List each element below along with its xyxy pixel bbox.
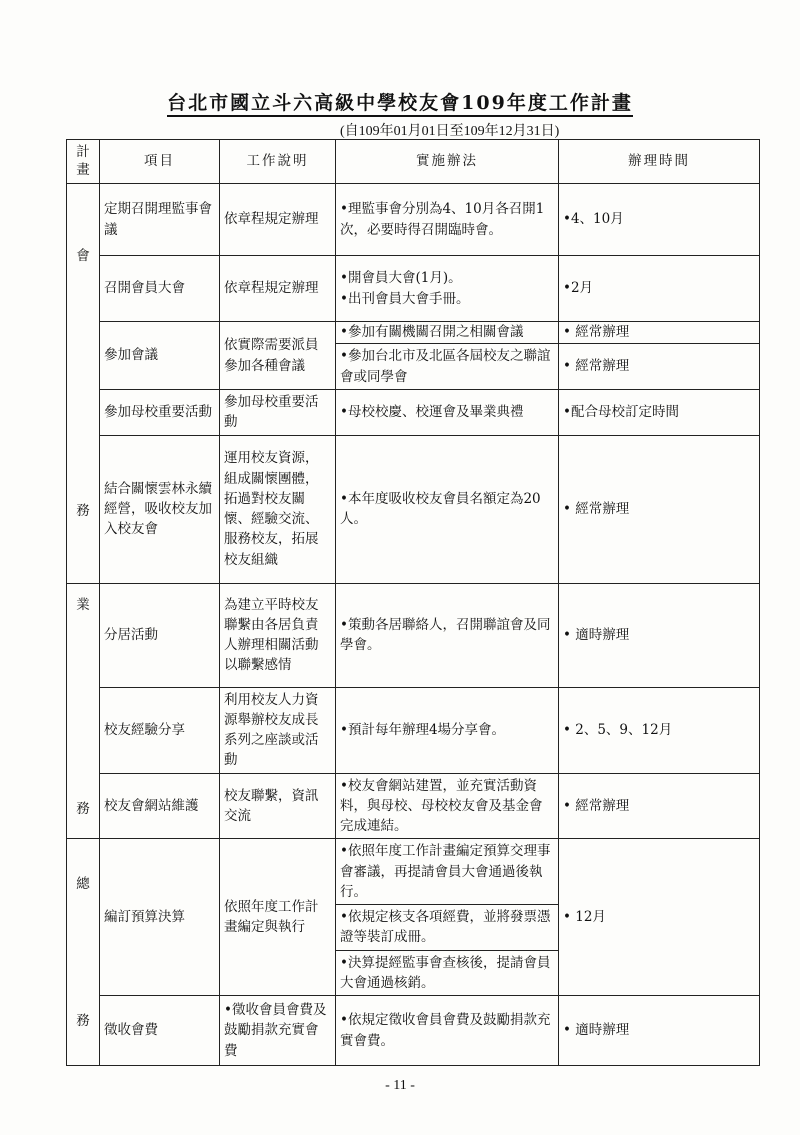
- time-cell: •2月: [559, 256, 760, 322]
- plan-cell-hui-wu: [67, 184, 100, 584]
- description-cell: 依章程規定辦理: [220, 184, 336, 256]
- item-cell: 校友會網站維護: [100, 773, 220, 839]
- method-cell: •依照年度工作計畫編定預算交理事會審議，再提請會員大會通過後執行。: [336, 839, 559, 905]
- item-cell: 分居活動: [100, 583, 220, 687]
- method-cell: •決算提經監事會查核後，提請會員大會通過核銷。: [336, 950, 559, 996]
- table-row: [67, 390, 760, 436]
- table-row: [67, 322, 760, 344]
- table-row: [67, 996, 760, 1066]
- header-method: 實施辦法: [336, 140, 559, 184]
- description-cell: 依實際需要派員參加各種會議: [220, 322, 336, 390]
- time-cell: • 12月: [559, 839, 760, 996]
- description-cell: 參加母校重要活動: [220, 390, 336, 436]
- plan-char: 總: [76, 875, 90, 892]
- item-cell: 校友經驗分享: [100, 687, 220, 773]
- method-line: •開會員大會(1月)。: [340, 270, 462, 287]
- header-time: 辦理時間: [559, 140, 760, 184]
- time-cell: •4、10月: [559, 184, 760, 256]
- description-cell: 依章程規定辦理: [220, 256, 336, 322]
- description-cell: 為建立平時校友聯繫由各居負責人辦理相關活動以聯繫感情: [220, 583, 336, 687]
- method-cell: •依規定核支各項經費，並將發票憑證等裝訂成冊。: [336, 905, 559, 951]
- table-row: [67, 839, 760, 905]
- method-line: •出刊會員大會手冊。: [340, 290, 470, 307]
- plan-char: 務: [76, 800, 90, 817]
- description-cell: 校友聯繫，資訊交流: [220, 773, 336, 839]
- description-cell: 依照年度工作計畫編定與執行: [220, 839, 336, 996]
- item-cell: 徵收會費: [100, 996, 220, 1066]
- page-number: - 11 -: [385, 1078, 415, 1093]
- header-description: 工作說明: [220, 140, 336, 184]
- method-cell: •理監事會分別為4、10月各召開1次，必要時得召開臨時會。: [336, 184, 559, 256]
- method-cell: •校友會網站建置，並充實活動資料，與母校、母校校友會及基金會完成連結。: [336, 773, 559, 839]
- item-cell: 參加母校重要活動: [100, 390, 220, 436]
- time-cell: • 經常辦理: [559, 344, 760, 390]
- method-cell: •本年度吸收校友會員名額定為20人。: [336, 435, 559, 583]
- table-row: [67, 773, 760, 839]
- time-cell: •配合母校訂定時間: [559, 390, 760, 436]
- plan-cell-ye-wu: [67, 583, 100, 839]
- method-cell: •依規定徵收會員會費及鼓勵捐款充實會費。: [336, 996, 559, 1066]
- time-cell: • 適時辦理: [559, 996, 760, 1066]
- plan-char: 務: [76, 502, 90, 519]
- method-cell: •母校校慶、校運會及畢業典禮: [336, 390, 559, 436]
- document-title-text: 台北市國立斗六高級中學校友會109年度工作計畫: [167, 92, 633, 117]
- time-cell: • 2、5、9、12月: [559, 687, 760, 773]
- description-cell: 利用校友人力資源舉辦校友成長系列之座談或活動: [220, 687, 336, 773]
- header-plan: 計畫: [67, 140, 100, 184]
- table-row: [67, 583, 760, 687]
- table-row: [67, 435, 760, 583]
- description-cell: 運用校友資源，組成關懷團體，拓過對校友關懷、經驗交流、服務校友，拓展校友組織: [220, 435, 336, 583]
- time-cell: • 適時辦理: [559, 583, 760, 687]
- item-cell: 參加會議: [100, 322, 220, 390]
- time-cell: • 經常辦理: [559, 322, 760, 344]
- plan-char: 業: [76, 596, 90, 613]
- table-row: [67, 256, 760, 322]
- plan-cell-zong-wu: [67, 839, 100, 1066]
- item-cell: 編訂預算決算: [100, 839, 220, 996]
- method-cell: •預計每年辦理4場分享會。: [336, 687, 559, 773]
- table-row: [67, 687, 760, 773]
- time-cell: • 經常辦理: [559, 773, 760, 839]
- method-cell: •策動各居聯絡人，召開聯誼會及同學會。: [336, 583, 559, 687]
- header-item: 項目: [100, 140, 220, 184]
- time-cell: • 經常辦理: [559, 435, 760, 583]
- plan-char: 會: [76, 247, 90, 264]
- table-header-row: [67, 140, 760, 184]
- document-subtitle: (自109年01月01日至109年12月31日): [340, 124, 560, 139]
- item-cell: 定期召開理監事會議: [100, 184, 220, 256]
- method-cell: [336, 256, 559, 322]
- item-cell: 結合關懷雲林永續經營，吸收校友加入校友會: [100, 435, 220, 583]
- method-cell: •參加台北市及北區各屆校友之聯誼會或同學會: [336, 344, 559, 390]
- description-cell: •徵收會員會費及鼓勵捐款充實會費: [220, 996, 336, 1066]
- plan-char: 務: [76, 1012, 90, 1029]
- item-cell: 召開會員大會: [100, 256, 220, 322]
- method-cell: •參加有關機關召開之相關會議: [336, 322, 559, 344]
- work-plan-table: [66, 139, 760, 1066]
- document-title: [0, 88, 800, 115]
- table-row: [67, 184, 760, 256]
